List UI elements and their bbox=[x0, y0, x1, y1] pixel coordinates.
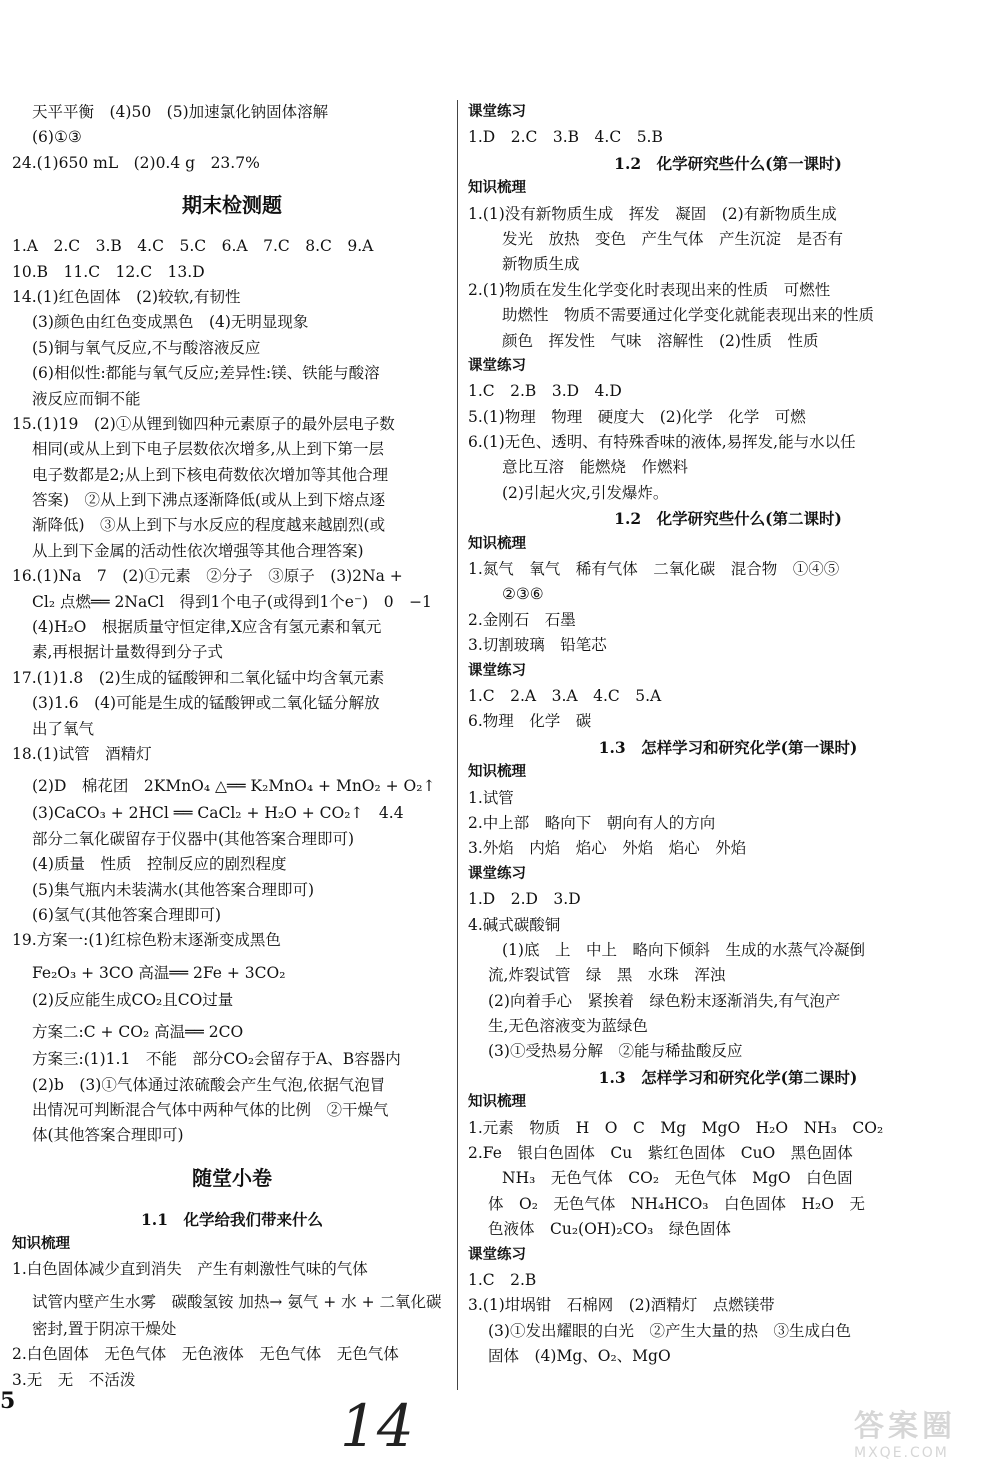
answer-line: 2.中上部 略向下 朝向有人的方向 bbox=[468, 813, 716, 832]
watermark-logo bbox=[854, 1401, 984, 1461]
lesson-title: 1.3 怎样学习和研究化学(第一课时) bbox=[598, 737, 858, 757]
answer-line: 1.A 2.C 3.B 4.C 5.C 6.A 7.C 8.C 9.A bbox=[12, 237, 374, 256]
answer-line: (2)引起火灾,引发爆炸。 bbox=[502, 483, 669, 502]
answer-line: 答案) ②从上到下沸点逐渐降低(或从上到下熔点逐 bbox=[32, 491, 386, 510]
answer-line: (5)集气瓶内未装满水(其他答案合理即可) bbox=[32, 880, 315, 899]
answer-line: 18.(1)试管 酒精灯 bbox=[12, 744, 152, 763]
column-divider bbox=[457, 100, 458, 1390]
subsection-label: 课堂练习 bbox=[468, 662, 526, 679]
answer-line: 24.(1)650 mL (2)0.4 g 23.7% bbox=[12, 153, 260, 172]
answer-line: 体(其他答案合理即可) bbox=[32, 1126, 184, 1145]
answer-line: (6)①③ bbox=[32, 128, 82, 147]
section-title: 随堂小卷 bbox=[192, 1165, 272, 1190]
answer-line: 1.D 2.C 3.B 4.C 5.B bbox=[468, 128, 663, 147]
answer-line: 生,无色溶液变为蓝绿色 bbox=[488, 1017, 648, 1036]
answer-line: 出了氧气 bbox=[32, 719, 95, 738]
answer-line: 1.D 2.D 3.D bbox=[468, 890, 581, 909]
equation-line: (2)D 棉花团 2KMnO₄ △══ K₂MnO₄ + MnO₂ + O₂↑ bbox=[32, 777, 436, 796]
answer-line: 3.切割玻璃 铅笔芯 bbox=[468, 636, 607, 655]
answer-line: 6.(1)无色、透明、有特殊香味的液体,易挥发,能与水以任 bbox=[468, 433, 856, 452]
subsection-label: 知识梳理 bbox=[12, 1236, 70, 1253]
equation-line: 方案二:C + CO₂ 高温══ 2CO bbox=[32, 1023, 244, 1042]
answer-line: 16.(1)Na 7 (2)①元素 ②分子 ③原子 (3)2Na + bbox=[12, 567, 403, 586]
answer-line: 2.白色固体 无色气体 无色液体 无色气体 无色气体 bbox=[12, 1345, 399, 1364]
answer-line: 10.B 11.C 12.C 13.D bbox=[12, 262, 205, 281]
answer-line: (3)①受热易分解 ②能与稀盐酸反应 bbox=[488, 1042, 743, 1061]
answer-line: 1.白色固体减少直到消失 产生有刺激性气味的气体 bbox=[12, 1260, 368, 1279]
answer-line: 1.(1)没有新物质生成 挥发 凝固 (2)有新物质生成 bbox=[468, 204, 837, 223]
answer-line: 14.(1)红色固体 (2)较软,有韧性 bbox=[12, 287, 241, 306]
equation-line: (3)CaCO₃ + 2HCl ══ CaCl₂ + H₂O + CO₂↑ 4.4 bbox=[32, 804, 404, 823]
answer-line: NH₃ 无色气体 CO₂ 无色气体 MgO 白色固 bbox=[502, 1169, 853, 1188]
answer-line: 发光 放热 变色 产生气体 产生沉淀 是否有 bbox=[502, 229, 844, 248]
answer-line: 1.试管 bbox=[468, 788, 514, 807]
answer-line: 天平平衡 (4)50 (5)加速氯化钠固体溶解 bbox=[32, 103, 329, 121]
subsection-label: 课堂练习 bbox=[468, 865, 526, 882]
answer-line: 流,炸裂试管 绿 黑 水珠 浑浊 bbox=[488, 966, 726, 985]
answer-line: 电子数都是2;从上到下核电荷数依次增加等其他合理 bbox=[32, 465, 389, 484]
answer-line: 5.(1)物理 物理 硬度大 (2)化学 化学 可燃 bbox=[468, 407, 806, 426]
watermark-url: MXQE.COM bbox=[854, 1445, 949, 1461]
subsection-label: 课堂练习 bbox=[468, 1246, 526, 1263]
left-column bbox=[12, 100, 452, 1393]
subsection-label: 课堂练习 bbox=[468, 104, 526, 120]
subsection-label: 课堂练习 bbox=[468, 357, 526, 374]
answer-line: 颜色 挥发性 气味 溶解性 (2)性质 性质 bbox=[502, 331, 819, 350]
answer-line: 15.(1)19 (2)①从锂到铷四种元素原子的最外层电子数 bbox=[12, 414, 395, 433]
answer-line: 1.C 2.B 3.D 4.D bbox=[468, 382, 622, 401]
answer-line: 助燃性 物质不需要通过化学变化就能表现出来的性质 bbox=[502, 306, 875, 325]
lesson-title: 1.1 化学给我们带来什么 bbox=[141, 1209, 323, 1229]
answer-line: 方案三:(1)1.1 不能 部分CO₂会留存于A、B容器内 bbox=[32, 1050, 401, 1069]
lesson-title: 1.2 化学研究些什么(第二课时) bbox=[614, 509, 842, 529]
answer-line: 3.外焰 内焰 焰心 外焰 焰心 外焰 bbox=[468, 839, 747, 858]
answer-line: (3)颜色由红色变成黑色 (4)无明显现象 bbox=[32, 313, 309, 332]
answer-line: 渐降低) ③从上到下与水反应的程度越来越剧烈(或 bbox=[32, 516, 386, 535]
watermark-text: 答案圈 bbox=[854, 1409, 956, 1444]
answer-line: (1)底 上 中上 略向下倾斜 生成的水蒸气冷凝倒 bbox=[502, 940, 865, 959]
answer-line: 1.氮气 氧气 稀有气体 二氧化碳 混合物 ①④⑤ bbox=[468, 560, 840, 579]
answer-line: (4)质量 性质 控制反应的剧烈程度 bbox=[32, 855, 287, 874]
page-mark: 5 bbox=[0, 1388, 16, 1414]
answer-line: 液反应而铜不能 bbox=[32, 389, 141, 408]
answer-line: 从上到下金属的活动性依次增强等其他合理答案) bbox=[32, 541, 364, 560]
answer-line: (2)b (3)①气体通过浓硫酸会产生气泡,依据气泡冒 bbox=[32, 1075, 386, 1094]
answer-line: 部分二氧化碳留存于仪器中(其他答案合理即可) bbox=[32, 829, 355, 848]
lesson-title: 1.3 怎样学习和研究化学(第二课时) bbox=[598, 1067, 858, 1087]
answer-line: 1.元素 物质 H O C Mg MgO H₂O NH₃ CO₂ bbox=[468, 1118, 884, 1137]
answer-line: 6.物理 化学 碳 bbox=[468, 712, 592, 731]
answer-line: 1.C 2.A 3.A 4.C 5.A bbox=[468, 686, 662, 705]
answer-line: 固体 (4)Mg、O₂、MgO bbox=[488, 1347, 671, 1366]
answer-line: 素,再根据计量数得到分子式 bbox=[32, 643, 223, 662]
equation-line: Fe₂O₃ + 3CO 高温══ 2Fe + 3CO₂ bbox=[32, 963, 286, 982]
subsection-label: 知识梳理 bbox=[468, 1094, 526, 1111]
answer-line: 体 O₂ 无色气体 NH₄HCO₃ 白色固体 H₂O 无 bbox=[488, 1194, 865, 1213]
handwritten-page-number: 14 bbox=[340, 1392, 414, 1460]
answer-line: (5)铜与氧气反应,不与酸溶液反应 bbox=[32, 338, 261, 357]
answer-line: 1.C 2.B bbox=[468, 1270, 537, 1289]
answer-line: 19.方案一:(1)红棕色粉末逐渐变成黑色 bbox=[12, 931, 281, 950]
answer-line: ②③⑥ bbox=[502, 585, 544, 604]
subsection-label: 知识梳理 bbox=[468, 180, 526, 197]
answer-line: (2)反应能生成CO₂且CO过量 bbox=[32, 990, 234, 1009]
answer-line: 2.金刚石 石墨 bbox=[468, 610, 576, 629]
answer-line: (4)H₂O 根据质量守恒定律,X应含有氢元素和氧元 bbox=[32, 618, 382, 637]
answer-line: 色液体 Cu₂(OH)₂CO₃ 绿色固体 bbox=[488, 1220, 731, 1239]
answer-line: (2)向着手心 紧挨着 绿色粉末逐渐消失,有气泡产 bbox=[488, 991, 841, 1010]
answer-line: 17.(1)1.8 (2)生成的锰酸钾和二氧化锰中均含氧元素 bbox=[12, 668, 385, 687]
answer-line: 4.碱式碳酸铜 bbox=[468, 915, 561, 934]
answer-line: (6)相似性:都能与氧气反应;差异性:镁、铁能与酸溶 bbox=[32, 364, 380, 383]
answer-line: (3)①发出耀眼的白光 ②产生大量的热 ③生成白色 bbox=[488, 1321, 851, 1340]
answer-line: 密封,置于阴凉干燥处 bbox=[32, 1319, 177, 1338]
answer-line: 新物质生成 bbox=[502, 255, 580, 274]
right-column bbox=[468, 100, 988, 1370]
answer-line: 3.无 无 不活泼 bbox=[12, 1370, 136, 1389]
subsection-label: 知识梳理 bbox=[468, 535, 526, 552]
answer-line: 2.Fe 银白色固体 Cu 紫红色固体 CuO 黑色固体 bbox=[468, 1144, 853, 1163]
equation-line: Cl₂ 点燃══ 2NaCl 得到1个电子(或得到1个e⁻) 0 −1 bbox=[32, 592, 432, 611]
equation-line: 试管内壁产生水雾 碳酸氢铵 加热→ 氨气 + 水 + 二氧化碳 bbox=[32, 1292, 442, 1311]
answer-line: 3.(1)坩埚钳 石棉网 (2)酒精灯 点燃镁带 bbox=[468, 1296, 775, 1315]
answer-line: (6)氢气(其他答案合理即可) bbox=[32, 905, 222, 924]
answer-line: 出情况可判断混合气体中两种气体的比例 ②干燥气 bbox=[32, 1100, 389, 1119]
answer-line: (3)1.6 (4)可能是生成的锰酸钾或二氧化锰分解放 bbox=[32, 694, 380, 713]
answer-line: 意比互溶 能燃烧 作燃料 bbox=[502, 458, 689, 477]
lesson-title: 1.2 化学研究些什么(第一课时) bbox=[614, 153, 842, 173]
section-title: 期末检测题 bbox=[182, 193, 282, 218]
answer-line: 2.(1)物质在发生化学变化时表现出来的性质 可燃性 bbox=[468, 280, 831, 299]
subsection-label: 知识梳理 bbox=[468, 764, 526, 781]
answer-line: 相同(或从上到下电子层数依次增多,从上到下第一层 bbox=[32, 440, 384, 459]
